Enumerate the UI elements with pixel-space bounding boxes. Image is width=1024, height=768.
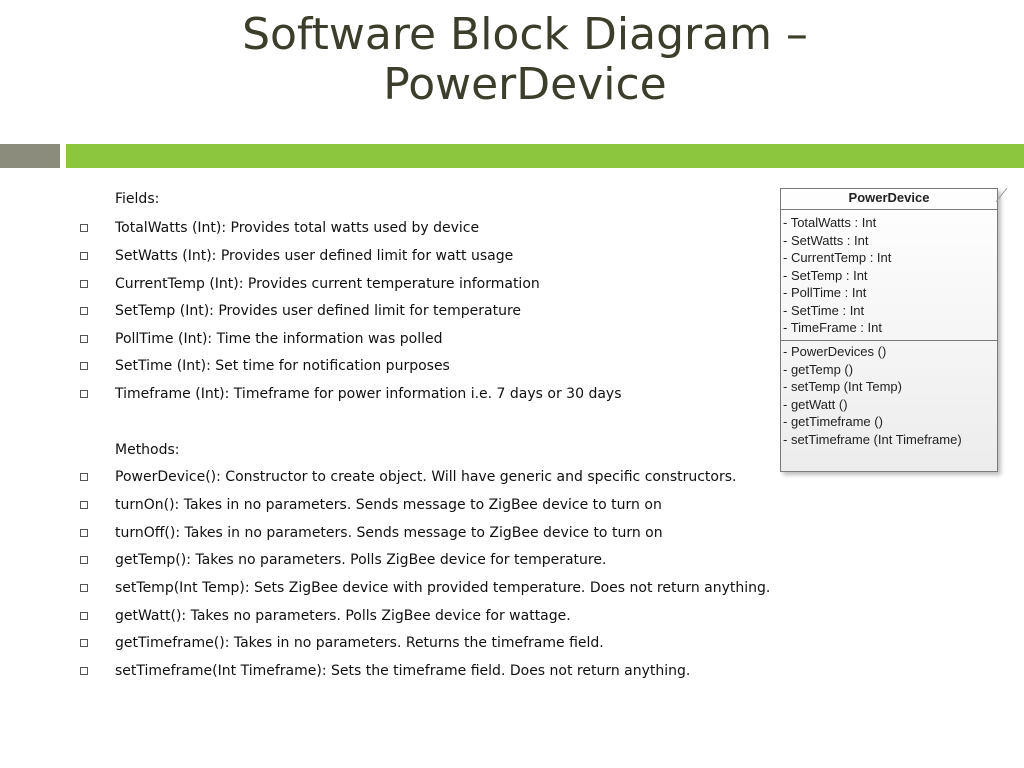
method-item-text: setTemp(Int Temp): Sets ZigBee device with provided temperature. Does not return anything. [115,580,771,596]
uml-attribute: - TimeFrame : Int [783,320,882,335]
uml-attribute: - CurrentTemp : Int [783,250,892,265]
method-item-text: turnOff(): Takes in no parameters. Sends message to ZigBee device to turn on [115,525,663,541]
slide-title-line-1: Software Block Diagram – [242,9,808,60]
field-item-text: TotalWatts (Int): Provides total watts used by device [115,220,480,236]
method-item-text: PowerDevice(): Constructor to create object. Will have generic and specific constructors. [115,469,737,485]
method-item-text: getTemp(): Takes no parameters. Polls ZigBee device for temperature. [115,552,607,568]
uml-attribute: - SetWatts : Int [783,232,869,248]
field-item-text: SetWatts (Int): Provides user defined limit for watt usage [115,248,514,264]
square-bullet-icon [80,224,88,232]
square-bullet-icon [80,362,88,370]
uml-attribute: - SetTime : Int [783,302,865,318]
field-item-text: SetTemp (Int): Provides user defined limit for temperature [115,303,522,319]
slide-title-line-2: PowerDevice [383,59,667,110]
square-bullet-icon [80,307,88,315]
square-bullet-icon [80,556,88,564]
uml-operation: - setTimeframe (Int Timeframe) [783,431,962,447]
square-bullet-icon [80,639,88,647]
accent-bar-green [66,144,1024,168]
square-bullet-icon [80,667,88,675]
square-bullet-icon [80,529,88,537]
method-item-text: getWatt(): Takes no parameters. Polls ZigBee device for wattage. [115,608,571,624]
fields-heading: Fields: [115,191,160,207]
uml-operation: - getWatt () [783,396,848,412]
square-bullet-icon [80,612,88,620]
uml-operation: - getTemp () [783,361,854,377]
uml-operation: - PowerDevices () [783,344,887,359]
slide-title [150,10,900,110]
uml-class-name: PowerDevice [781,189,997,210]
uml-attributes [781,210,997,341]
uml-operation: - setTemp (Int Temp) [783,379,902,394]
uml-operation: - getTimeframe () [783,414,883,429]
uml-operations [781,341,997,448]
method-item-text: getTimeframe(): Takes in no parameters. Returns the timeframe field. [115,635,604,651]
field-item-text: SetTime (Int): Set time for notification purposes [115,358,450,374]
uml-attribute: - PollTime : Int [783,285,867,300]
field-item-text: PollTime (Int): Time the information was polled [115,331,443,347]
uml-corner-mark [996,188,1008,202]
uml-class-box [780,188,998,472]
square-bullet-icon [80,501,88,509]
methods-heading: Methods: [115,442,180,458]
square-bullet-icon [80,280,88,288]
method-item-text: setTimeframe(Int Timeframe): Sets the timeframe field. Does not return anything. [115,663,691,679]
square-bullet-icon [80,390,88,398]
square-bullet-icon [80,335,88,343]
uml-attribute: - TotalWatts : Int [783,215,877,230]
square-bullet-icon [80,252,88,260]
square-bullet-icon [80,584,88,592]
method-item-text: turnOn(): Takes in no parameters. Sends message to ZigBee device to turn on [115,497,662,513]
square-bullet-icon [80,473,88,481]
accent-bar-gray [0,144,60,168]
field-item-text: Timeframe (Int): Timeframe for power information i.e. 7 days or 30 days [115,386,622,402]
field-item-text: CurrentTemp (Int): Provides current temperature information [115,276,540,292]
uml-attribute: - SetTemp : Int [783,267,868,283]
